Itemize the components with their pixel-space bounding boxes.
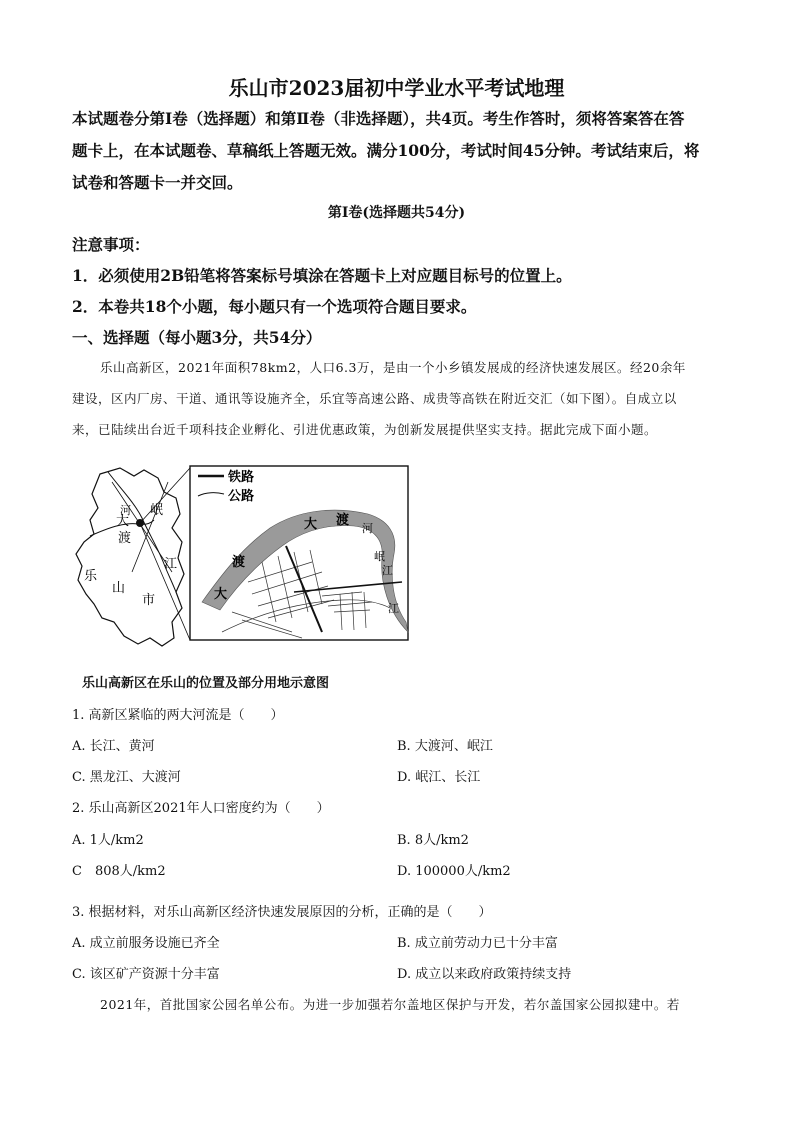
- notes-heading: 注意事项：: [72, 235, 150, 254]
- right-label-du-1: 渡: [336, 513, 350, 528]
- page-title: 乐山市2023届初中学业水平考试地理: [228, 76, 565, 100]
- left-label-le: 乐: [84, 569, 98, 584]
- intro-line-3: 试卷和答题卡一并交回。: [72, 173, 243, 192]
- legend-road-label: 公路: [228, 489, 255, 504]
- material-line-1: 乐山高新区，2021年面积78km2，人口6.3万，是由一个小乡镇发展成的经济快速发展区。经20余年: [100, 360, 686, 375]
- material-line-2: 建设，区内厂房、干道、通讯等设施齐全，乐宜等高速公路、成贵等高铁在附近交汇（如下图）。自成立以: [72, 391, 677, 406]
- intro-line-1: 本试题卷分第Ⅰ卷（选择题）和第Ⅱ卷（非选择题），共4页。考生作答时，须将答案答在答: [72, 109, 685, 128]
- right-label-jiang-1: 江: [382, 564, 393, 577]
- question-1-option-a[interactable]: A. 长江、黄河: [72, 739, 155, 754]
- right-label-he: 河: [362, 522, 373, 535]
- left-label-he: 河: [120, 504, 131, 517]
- right-label-jiang-2: 江: [388, 602, 399, 615]
- question-2-option-d[interactable]: D. 100000人/km2: [397, 864, 511, 879]
- material-line-3: 来，已陆续出台近千项科技企业孵化、引进优惠政策，为创新发展提供坚实支持。据此完成下面小题。: [72, 422, 658, 437]
- legend-rail-label: 铁路: [228, 470, 255, 485]
- part-heading: 一、选择题（每小题3分，共54分）: [72, 328, 322, 347]
- question-2-option-c[interactable]: C 808人/km2: [72, 864, 166, 879]
- question-3-stem: 3. 根据材料，对乐山高新区经济快速发展原因的分析，正确的是（ ）: [72, 905, 492, 920]
- question-2-option-a[interactable]: A. 1人/km2: [72, 833, 144, 848]
- right-label-da-2: 大: [214, 587, 228, 602]
- question-3-option-d[interactable]: D. 成立以来政府政策持续支持: [397, 967, 572, 982]
- question-3-option-b[interactable]: B. 成立前劳动力已十分丰富: [397, 936, 558, 951]
- question-2-option-b[interactable]: B. 8人/km2: [397, 833, 469, 848]
- left-label-min: 岷: [150, 503, 164, 518]
- section-heading: 第Ⅰ卷(选择题共54分): [327, 205, 466, 221]
- question-1-option-c[interactable]: C. 黑龙江、大渡河: [72, 770, 181, 785]
- map-caption: 乐山高新区在乐山的位置及部分用地示意图: [82, 676, 330, 691]
- question-2-stem: 2. 乐山高新区2021年人口密度约为（ ）: [72, 801, 330, 816]
- left-label-du: 渡: [118, 531, 132, 546]
- question-1-option-d[interactable]: D. 岷江、长江: [397, 770, 481, 785]
- right-label-min: 岷: [374, 550, 385, 563]
- right-label-da-1: 大: [304, 517, 318, 532]
- next-material-line: 2021年，首批国家公园名单公布。为进一步加强若尔盖地区保护与开发，若尔盖国家公园拟建中。若: [100, 997, 680, 1012]
- left-label-shi: 市: [142, 593, 156, 608]
- location-map: [72, 462, 412, 667]
- question-1-option-b[interactable]: B. 大渡河、岷江: [397, 739, 493, 754]
- left-label-da: 大: [116, 514, 130, 529]
- intro-line-2: 题卡上，在本试题卷、草稿纸上答题无效。满分100分，考试时间45分钟。考试结束后，将: [72, 141, 700, 160]
- right-label-du-2: 渡: [232, 555, 246, 570]
- left-label-jiang: 江: [164, 557, 178, 572]
- question-3-option-a[interactable]: A. 成立前服务设施已齐全: [72, 936, 220, 951]
- note-2: 2．本卷共18个小题，每小题只有一个选项符合题目要求。: [72, 297, 477, 316]
- note-1: 1．必须使用2B铅笔将答案标号填涂在答题卡上对应题目标号的位置上。: [72, 266, 572, 285]
- question-3-option-c[interactable]: C. 该区矿产资源十分丰富: [72, 967, 220, 982]
- question-1-stem: 1. 高新区紧临的两大河流是（ ）: [72, 708, 284, 723]
- left-label-shan: 山: [112, 581, 126, 596]
